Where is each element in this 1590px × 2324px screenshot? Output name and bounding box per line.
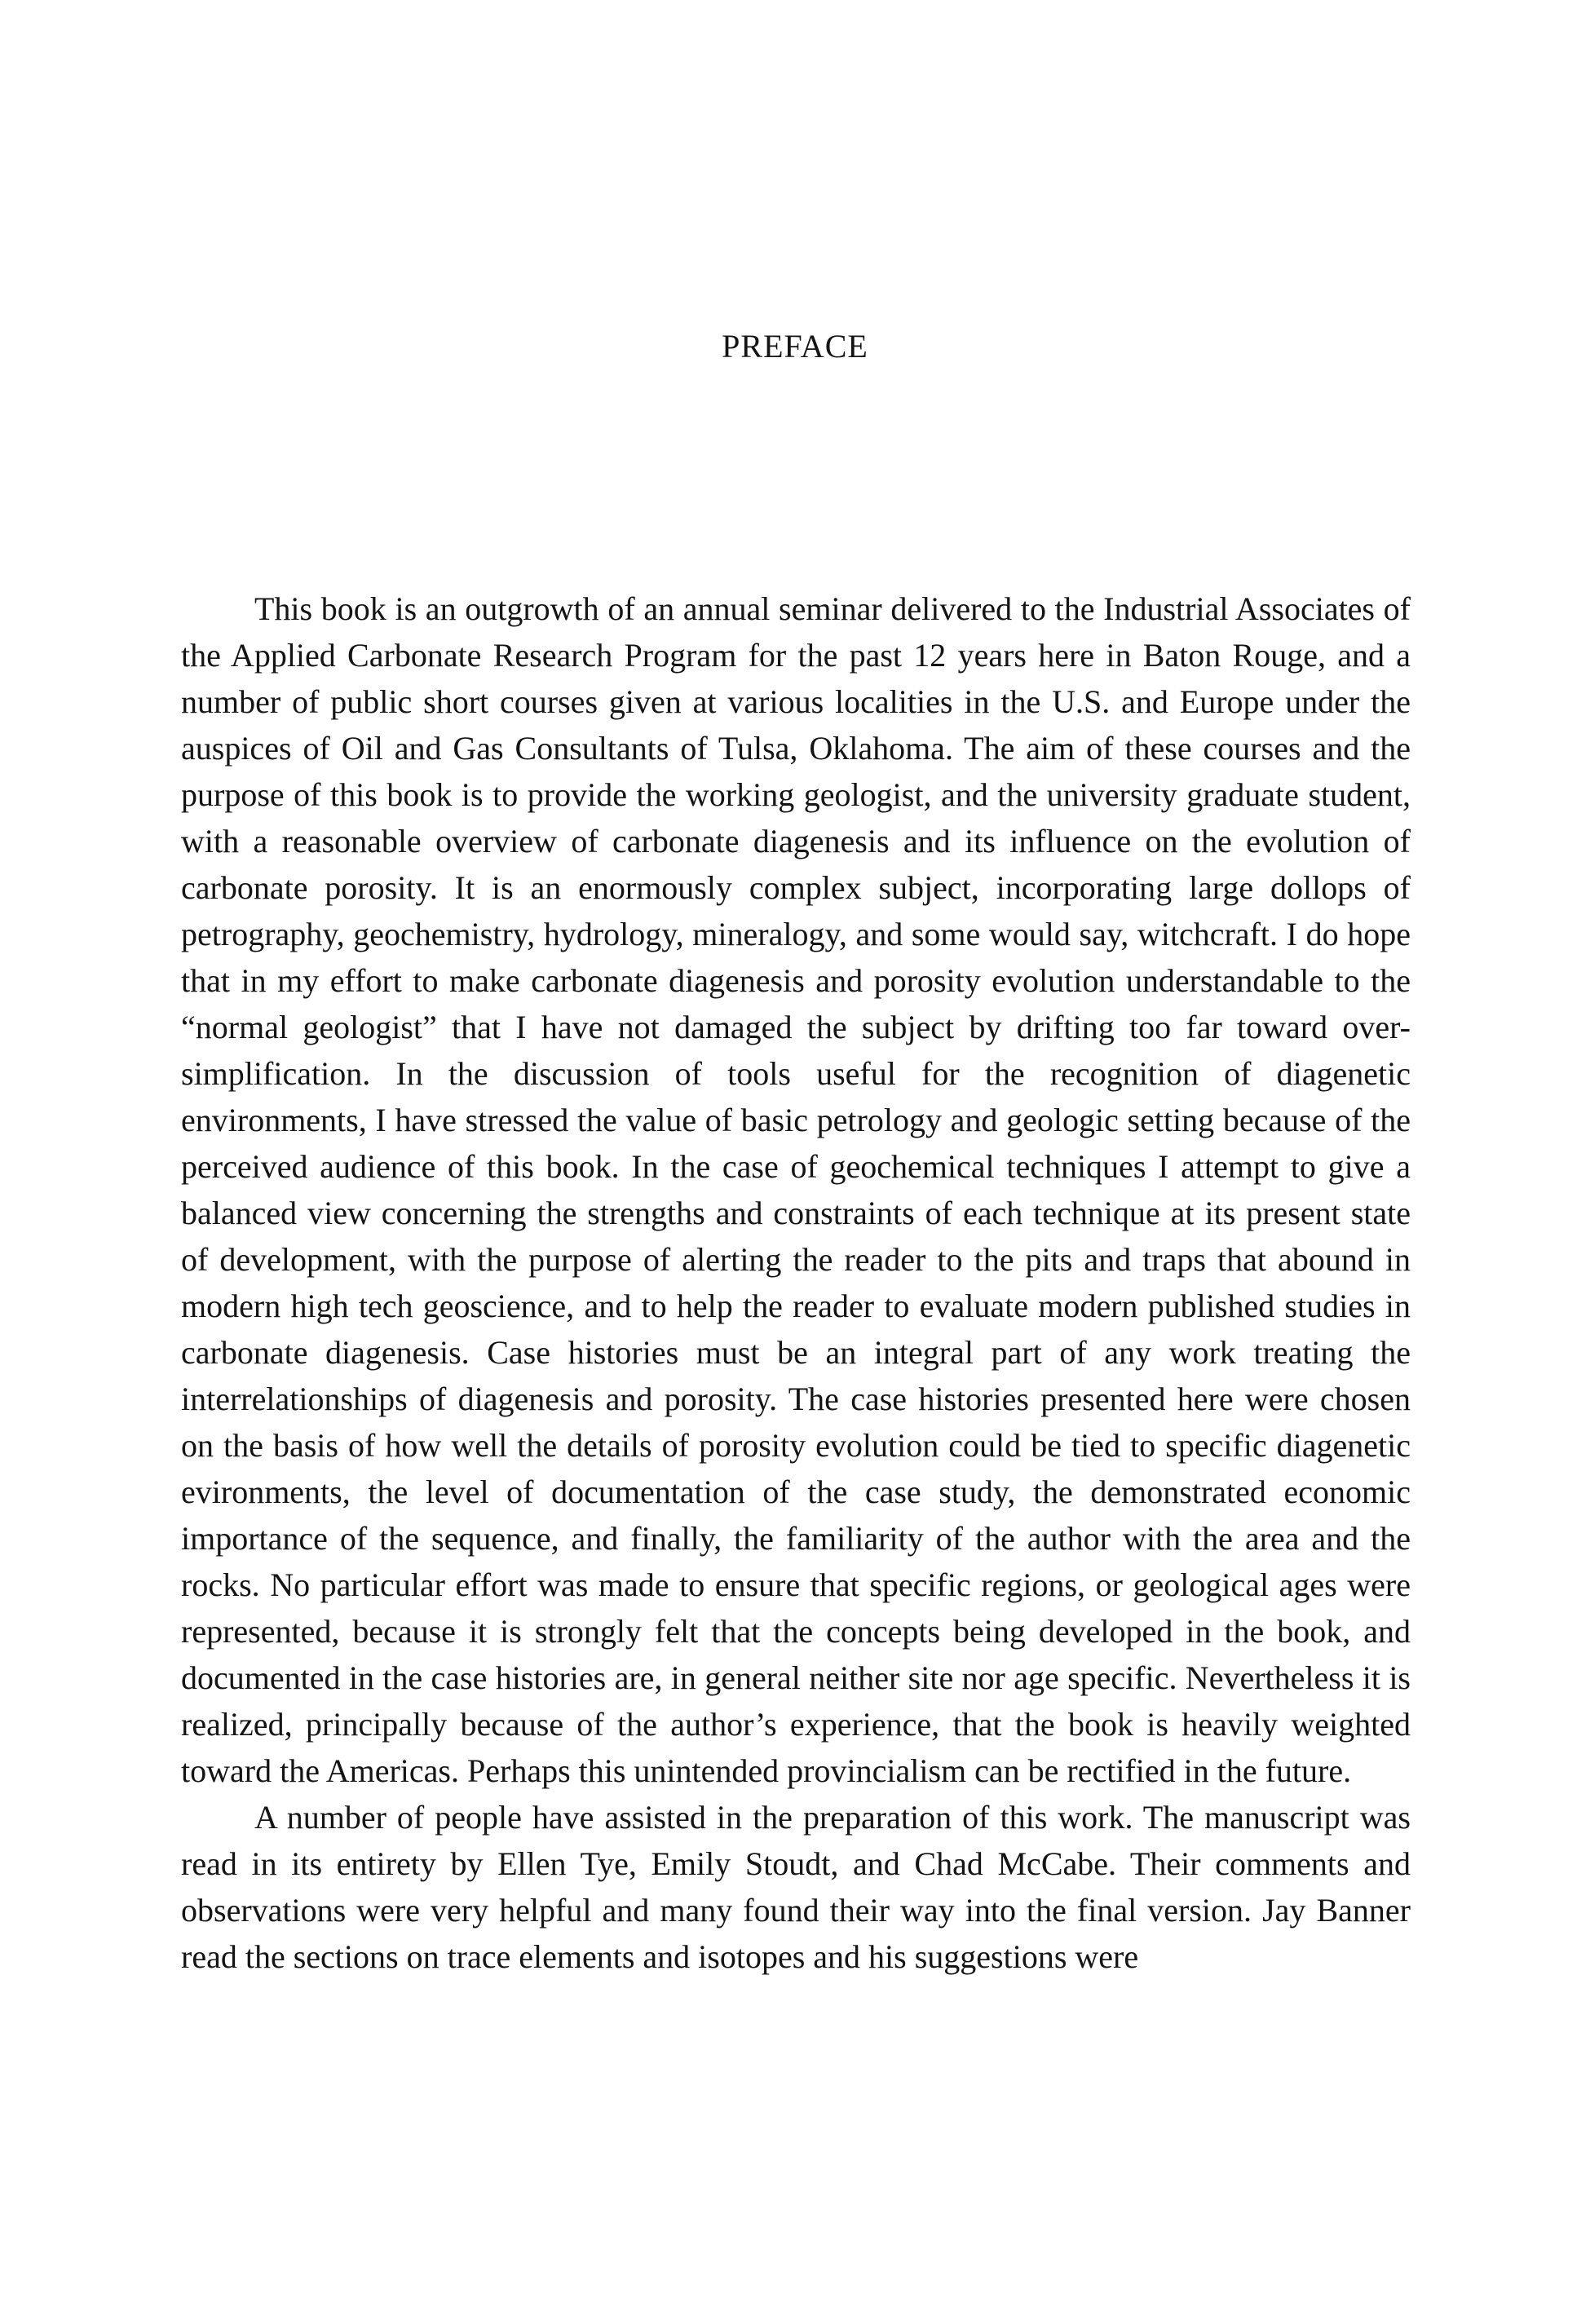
page-title: PREFACE	[722, 328, 868, 365]
paragraph-intro: This book is an outgrowth of an annual seminar delivered to the Industrial Associates of the Applied Carbonate Research Program for the past 12 years here in Baton Rouge, and a number of public short courses given at various localities in the U.S. and Europe under the auspices of Oil and Gas Consultants of Tulsa, Oklahoma. The aim of these courses and the purpose of this book is to provide the working geologist, and the university graduate student, with a reasonable overview of carbonate diagenesis and its influence on the evolution of carbonate porosity. It is an enormously complex subject, incorporating large dollops of petrography, geochemistry, hydrology, mineralogy, and some would say, witchcraft. I do hope that in my effort to make carbonate diagenesis and porosity evolution understandable to the “normal geologist” that I have not damaged the subject by drifting too far toward over-simplification. In the discussion of tools useful for the recognition of diagenetic environments, I have stressed the value of basic petrology and geologic setting because of the perceived audience of this book. In the case of geochemical techniques I attempt to give a balanced view concerning the strengths and constraints of each technique at its present state of development, with the purpose of alerting the reader to the pits and traps that abound in modern high tech geoscience, and to help the reader to evaluate modern published studies in carbonate diagenesis. Case histories must be an integral part of any work treating the interrelationships of diagenesis and porosity. The case histories presented here were chosen on the basis of how well the details of porosity evolution could be tied to specific diagenetic evironments, the level of documentation of the case study, the demonstrated economic importance of the sequence, and finally, the familiarity of the author with the area and the rocks. No particular effort was made to ensure that specific regions, or geological ages were represented, because it is strongly felt that the concepts being developed in the book, and documented in the case histories are, in general neither site nor age specific. Nevertheless it is realized, principally because of the author’s experience, that the book is heavily weighted toward the Americas. Perhaps this unintended provincialism can be rectified in the future.	[181, 590, 1411, 1789]
paragraph-acknowledgements: A number of people have assisted in the preparation of this work. The manuscript was read in its entirety by Ellen Tye, Emily Stoudt, and Chad McCabe. Their comments and observations were very helpful and many found their way into the final version. Jay Banner read the sections on trace elements and isotopes and his suggestions were	[181, 1799, 1411, 1975]
preface-body	[181, 585, 1411, 1980]
